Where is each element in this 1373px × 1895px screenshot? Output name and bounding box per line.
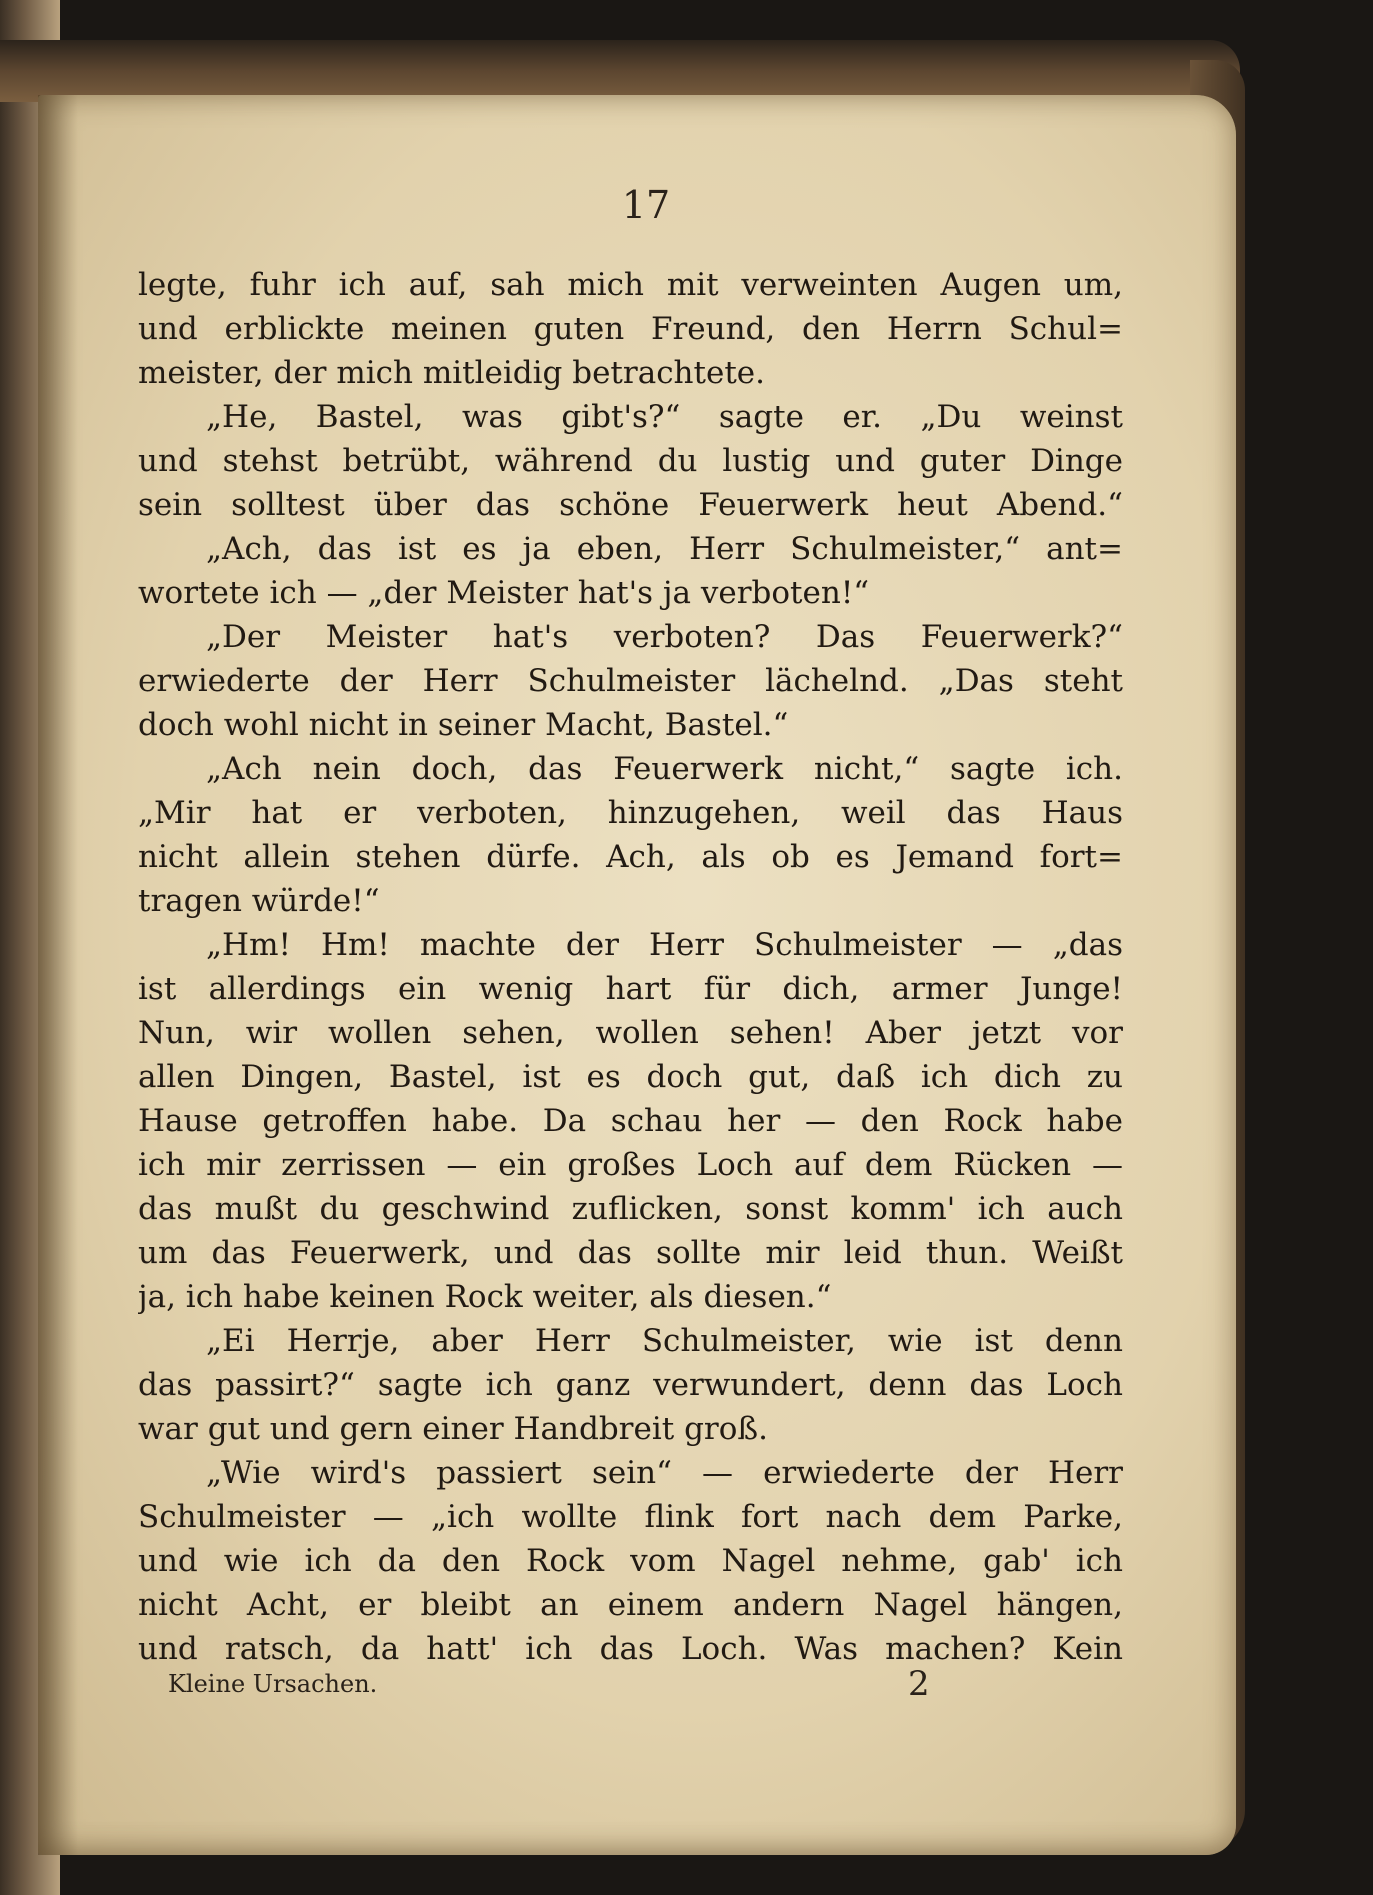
text-line: tragen würde!“ [138, 883, 380, 919]
text-line: ja, ich habe keinen Rock weiter, als diesen.“ [138, 1279, 832, 1315]
text-line: sein solltest über das schöne Feuerwerk heut Abend.“ [138, 487, 1123, 523]
text-line: das passirt?“ sagte ich ganz verwundert, denn das Loch [138, 1367, 1123, 1403]
text-line: „Mir hat er verboten, hinzugehen, weil das Haus [138, 795, 1123, 831]
text-line: ist allerdings ein wenig hart für dich, armer Junge! [138, 971, 1123, 1007]
page-footer [168, 1664, 1048, 1710]
text-line: „Wie wird's passiert sein“ — erwiederte der Herr [206, 1455, 1123, 1491]
text-line: und erblickte meinen guten Freund, den Herrn Schul= [138, 311, 1123, 347]
book-cover-top-edge [0, 40, 1240, 102]
text-line: „Hm! Hm! machte der Herr Schulmeister — „das [206, 927, 1123, 963]
text-line: legte, fuhr ich auf, sah mich mit verweinten Augen um, [138, 267, 1123, 303]
text-line: „He, Bastel, was gibt's?“ sagte er. „Du weinst [206, 399, 1123, 435]
text-line: „Ei Herrje, aber Herr Schulmeister, wie ist denn [206, 1323, 1123, 1359]
text-line: ich mir zerrissen — ein großes Loch auf dem Rücken — [138, 1147, 1123, 1183]
text-line: und stehst betrübt, während du lustig und guter Dinge [138, 443, 1123, 479]
text-line: nicht allein stehen dürfe. Ach, als ob es Jemand fort= [138, 839, 1123, 875]
text-line: und wie ich da den Rock vom Nagel nehme, gab' ich [138, 1543, 1123, 1579]
text-line: „Ach, das ist es ja eben, Herr Schulmeister,“ ant= [206, 531, 1123, 567]
text-line: Hause getroffen habe. Da schau her — den Rock habe [138, 1103, 1123, 1139]
text-line: nicht Acht, er bleibt an einem andern Nagel hängen, [138, 1587, 1123, 1623]
text-line: „Der Meister hat's verboten? Das Feuerwerk?“ [206, 619, 1123, 655]
text-line: war gut und gern einer Handbreit groß. [138, 1411, 768, 1447]
footer-signature-mark: 2 [908, 1664, 930, 1704]
text-line: meister, der mich mitleidig betrachtete. [138, 355, 765, 391]
page-number: 17 [621, 183, 671, 227]
book-page [38, 95, 1236, 1855]
page-body-text [138, 263, 1123, 1671]
footer-book-title: Kleine Ursachen. [168, 1670, 378, 1698]
text-line: um das Feuerwerk, und das sollte mir leid thun. Weißt [138, 1235, 1123, 1271]
text-line: allen Dingen, Bastel, ist es doch gut, daß ich dich zu [138, 1059, 1123, 1095]
text-line: erwiederte der Herr Schulmeister lächelnd. „Das steht [138, 663, 1123, 699]
text-line: und ratsch, da hatt' ich das Loch. Was machen? Kein [138, 1631, 1123, 1667]
text-line: „Ach nein doch, das Feuerwerk nicht,“ sagte ich. [206, 751, 1123, 787]
text-line: das mußt du geschwind zuflicken, sonst komm' ich auch [138, 1191, 1123, 1227]
page-gutter-shadow [38, 95, 78, 1855]
text-line: doch wohl nicht in seiner Macht, Bastel.“ [138, 707, 789, 743]
text-line: Nun, wir wollen sehen, wollen sehen! Aber jetzt vor [138, 1015, 1123, 1051]
text-line: Schulmeister — „ich wollte flink fort nach dem Parke, [138, 1499, 1123, 1535]
text-line: wortete ich — „der Meister hat's ja verboten!“ [138, 575, 870, 611]
